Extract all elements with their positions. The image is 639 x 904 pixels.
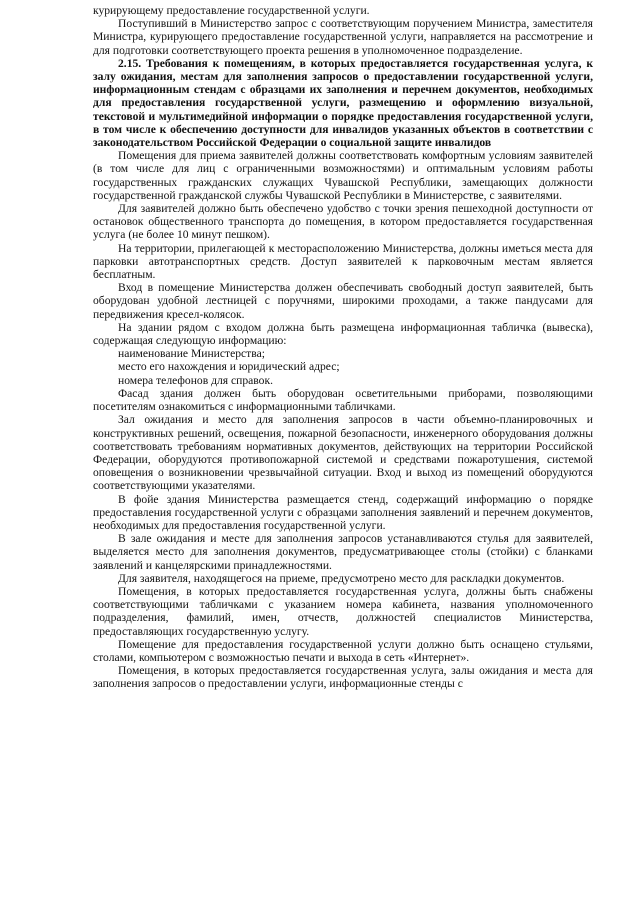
paragraph-office-signs: Помещения, в которых предоставляется государственная услуга, должны быть снабжены соответствующими табличками с указанием номера кабинета, названия уполномоченного подразделения, фамилий, имен, отчеств, должностей специалистов Министерства, предоставляющих государственную услугу. xyxy=(93,584,593,638)
paragraph-waiting-hall-furniture: В зале ожидания и месте для заполнения запросов устанавливаются стулья для заявителей, выделяется место для заполнения документов, предусматривающее столы (стойки) с бланками заявлений и канцелярскими принадлежностями. xyxy=(93,532,593,572)
paragraph-waiting-hall-safety: Зал ожидания и место для заполнения запросов в части объемно-планировочных и конструктивных решений, освещения, пожарной безопасности, инженерного оборудования должны соответствовать требованиям нормативных документов, действующих на территории Российской Федерации, оборудуются противопожарной системой и средствами пожаротушения, системой оповещения о возникновении чрезвычайной ситуации. Вход и выход из помещений оборудуются соответствующими указателями. xyxy=(93,413,593,493)
paragraph-entrance: Вход в помещение Министерства должен обеспечивать свободный доступ заявителей, быть оборудован удобной лестницей с поручнями, широкими проходами, а также пандусами для передвижения кресел-колясок. xyxy=(93,281,593,321)
paragraph-facade-lighting: Фасад здания должен быть оборудован осветительными приборами, позволяющими посетителям ознакомиться с информационными табличками. xyxy=(93,386,593,414)
paragraph-continuation: курирующему предоставление государственной услуги. xyxy=(93,4,370,17)
paragraph-premises-comfort: Помещения для приема заявителей должны соответствовать комфортным условиям заявителей (в том числе для лиц с ограниченными возможностями) и оптимальным условиям работы государственных гражданских служащих Чувашской Республики, замещающих должности государственной гражданской службы Чувашской Республики в Министерстве, с заявителями. xyxy=(93,149,593,202)
paragraph-signboard: На здании рядом с входом должна быть размещена информационная табличка (вывеска), содержащая следующую информацию: xyxy=(93,320,593,348)
paragraph-document-place: Для заявителя, находящегося на приеме, предусмотрено место для раскладки документов. xyxy=(118,571,565,585)
section-heading-2-15: 2.15. Требования к помещениям, в которых предоставляется государственная услуга, к залу ожидания, местам для заполнения запросов о предоставлении государственной услуги, информационным стендам с образцами их заполнения и перечнем документов, необходимых для предоставления государственной услуги, размещению и оформлению визуальной, текстовой и мультимедийной информации о порядке предоставления государственной услуги, в том числе к обеспечению доступности для инвалидов указанных объектов в соответствии с законодательством Российской Федерации о социальной защите инвалидов xyxy=(93,56,593,150)
list-item-ministry-name: наименование Министерства; xyxy=(118,347,265,361)
list-item-phones: номера телефонов для справок. xyxy=(118,373,274,387)
paragraph-request-routing: Поступивший в Министерство запрос с соответствующим поручением Министра, заместителя Министра, курирующего предоставление государственной услуги, направляется на рассмотрение и для подготовки соответствующего проекта решения в уполномоченное подразделение. xyxy=(93,17,593,57)
list-item-address: место его нахождения и юридический адрес; xyxy=(118,360,340,374)
paragraph-accessibility-start: Помещения, в которых предоставляется государственная услуга, залы ожидания и места для заполнения запросов о предоставлении услуги, информационные стенды с xyxy=(93,664,593,691)
paragraph-foyer-stand: В фойе здания Министерства размещается стенд, содержащий информацию о порядке предоставления государственной услуги с образцами заполнения заявлений и перечнем документов, необходимых для предоставления государственной услуги. xyxy=(93,492,593,532)
paragraph-parking: На территории, прилегающей к месторасположению Министерства, должны иметься места для парковки автотранспортных средств. Доступ заявителей к парковочным местам является бесплатным. xyxy=(93,241,593,282)
paragraph-equipment: Помещение для предоставления государственной услуги должно быть оснащено стульями, столами, компьютером с возможностью печати и выхода в сеть «Интернет». xyxy=(93,637,593,664)
document-page xyxy=(93,4,593,691)
paragraph-pedestrian-access: Для заявителей должно быть обеспечено удобство с точки зрения пешеходной доступности от остановок общественного транспорта до помещения, в котором предоставляется государственная услуга (не более 10 минут пешком). xyxy=(93,202,593,242)
